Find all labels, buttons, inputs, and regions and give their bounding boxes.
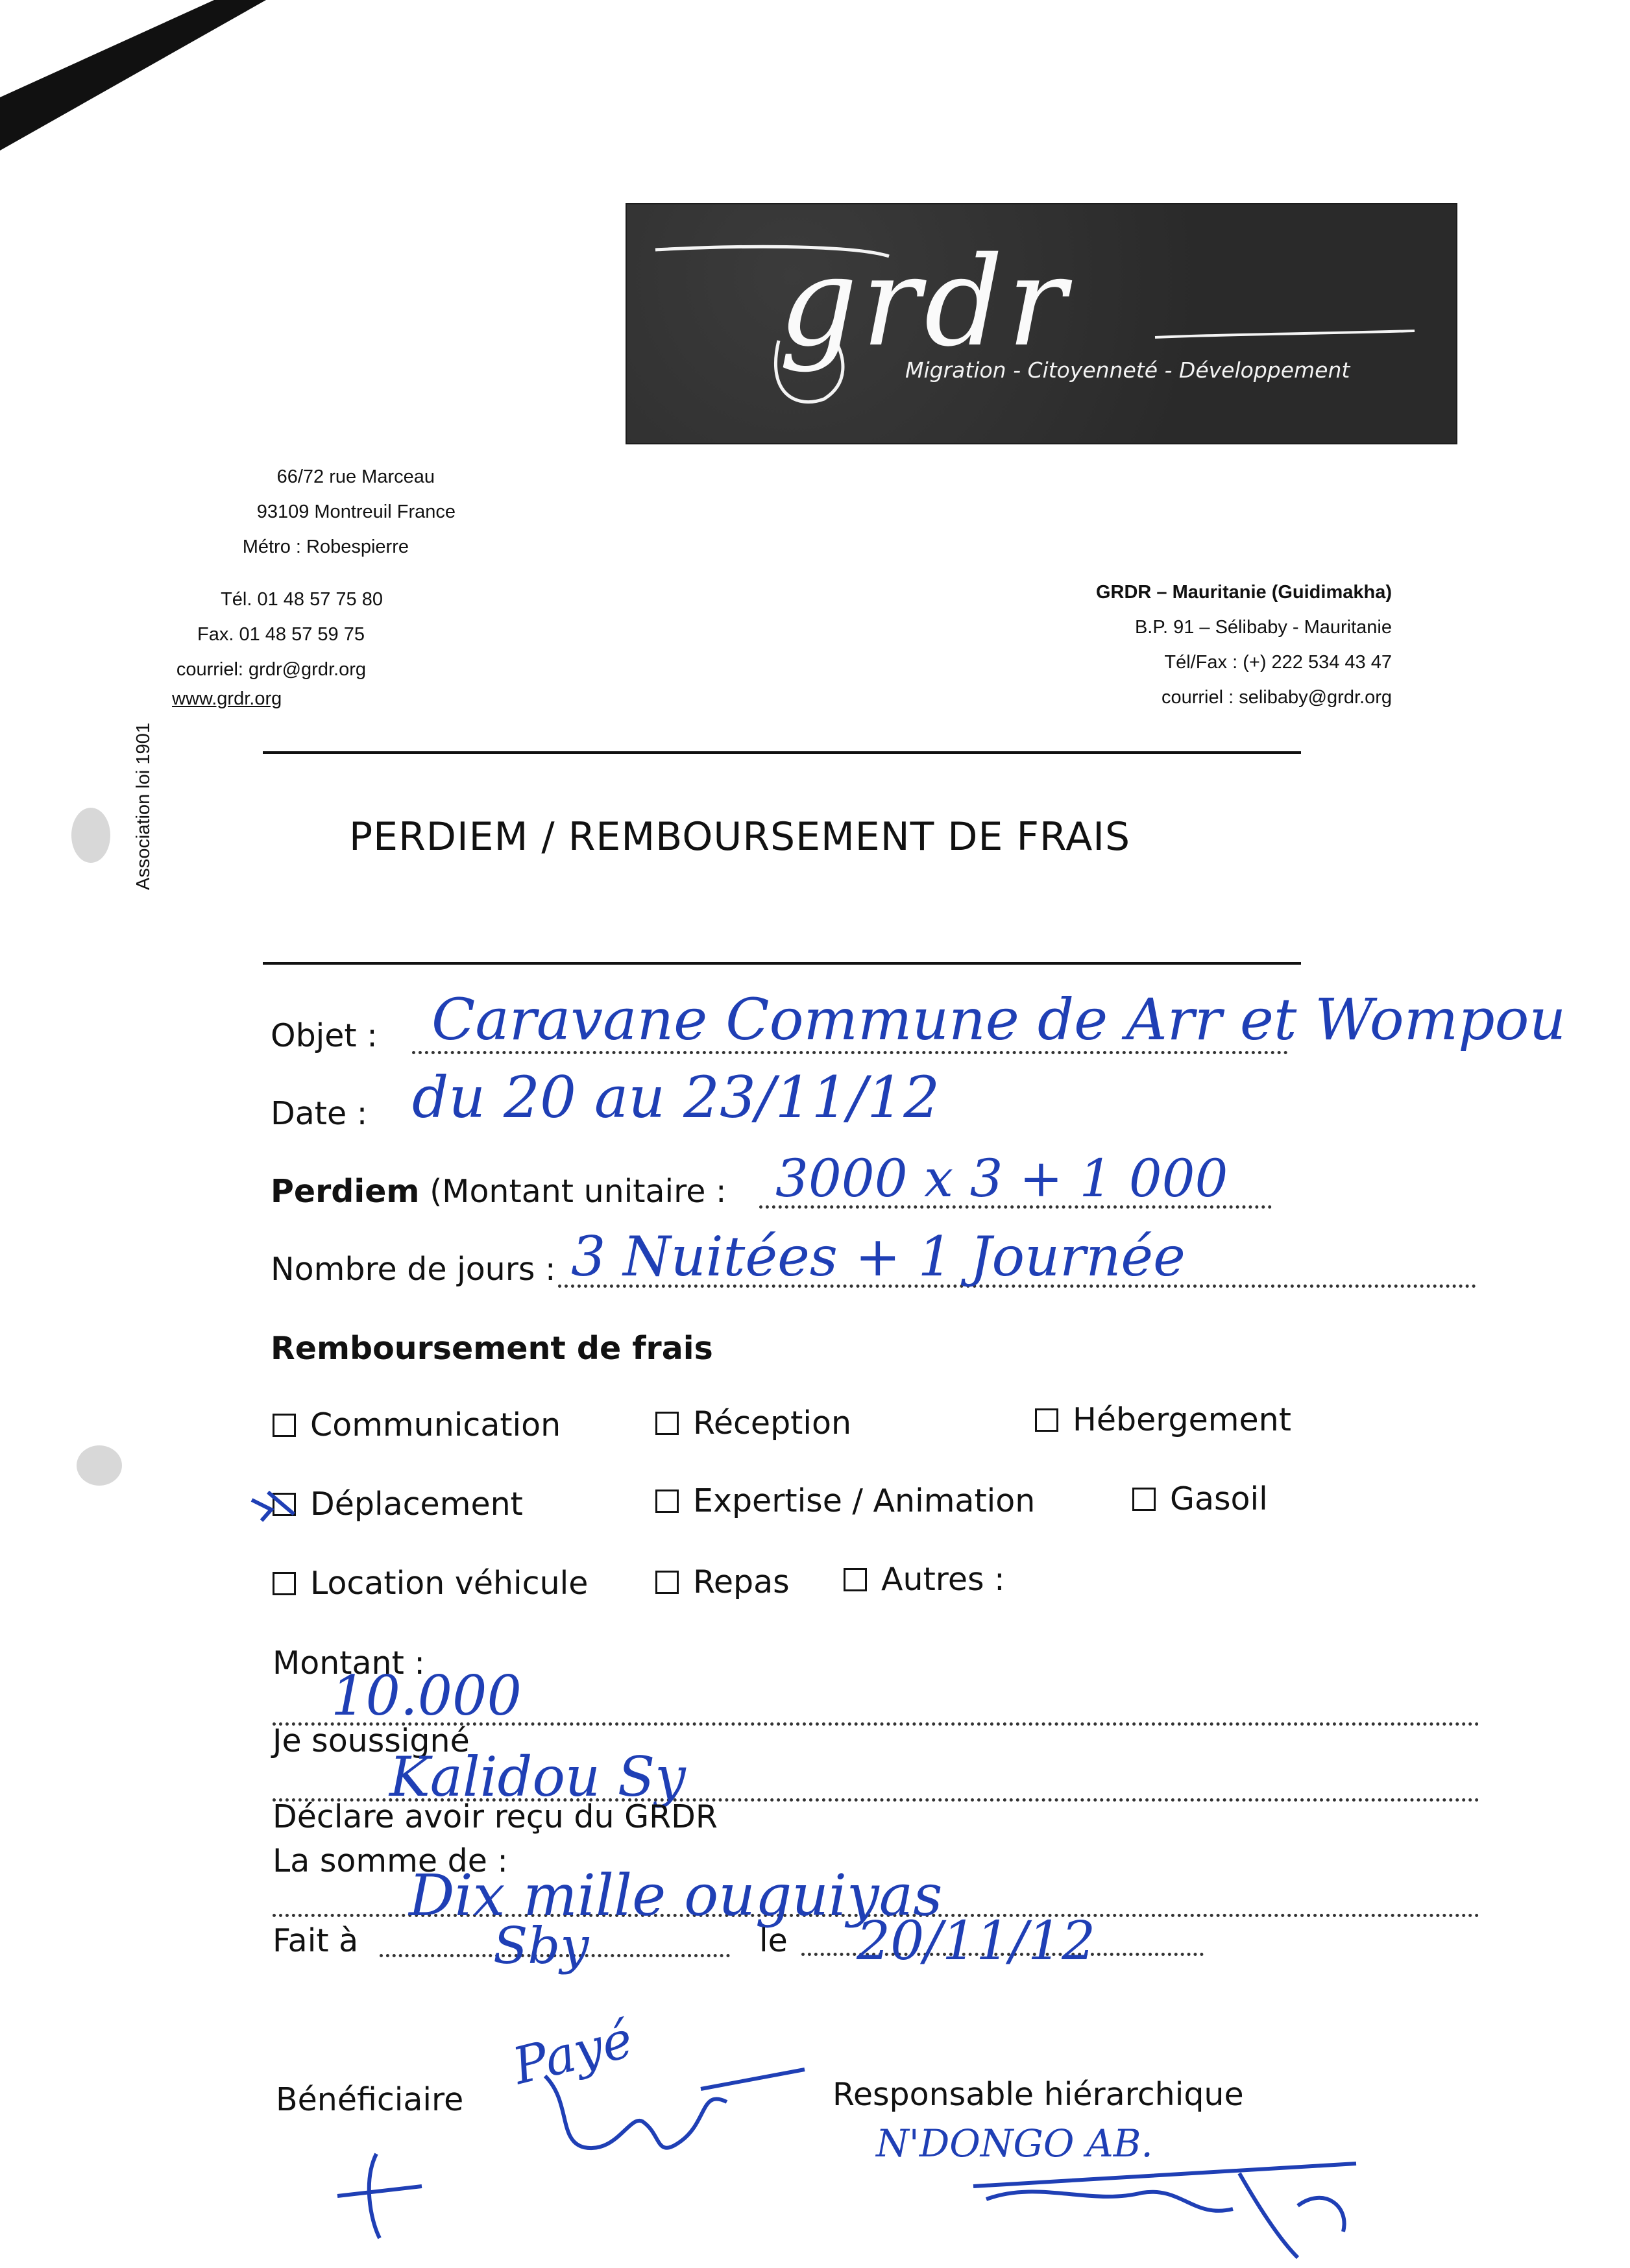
contact-website[interactable]: www.grdr.org <box>172 688 282 709</box>
title-rule <box>263 962 1301 965</box>
option-deplacement[interactable] <box>273 1486 523 1523</box>
checkbox-icon[interactable] <box>655 1490 679 1513</box>
option-label: Expertise / Animation <box>693 1482 1036 1519</box>
responsable-signature <box>960 2147 1376 2264</box>
branch-bp: B.P. 91 – Sélibaby - Mauritanie <box>1134 617 1392 638</box>
somme-label: La somme de : <box>273 1842 508 1879</box>
checked-checkbox-icon[interactable] <box>273 1493 296 1516</box>
perdiem-label: Perdiem <box>271 1173 420 1210</box>
option-location-vehicule[interactable] <box>273 1565 588 1602</box>
option-label: Communication <box>310 1406 561 1443</box>
checkbox-icon[interactable] <box>655 1412 679 1435</box>
beneficiary-mark <box>318 2141 435 2245</box>
objet-value[interactable]: Caravane Commune de Arr et Wompou <box>432 986 1566 1053</box>
fait-label: Fait à <box>273 1922 359 1959</box>
association-note: Association loi 1901 <box>133 723 154 890</box>
option-autres[interactable] <box>844 1561 1005 1598</box>
objet-label: Objet : <box>271 1017 378 1054</box>
beneficiary-signature <box>532 2063 818 2167</box>
option-gasoil[interactable] <box>1132 1480 1268 1517</box>
logo-wordmark: grdr <box>779 230 1070 374</box>
option-communication[interactable] <box>273 1406 561 1443</box>
option-expertise[interactable] <box>655 1482 1035 1519</box>
somme-value[interactable]: Dix mille ouguiyas <box>409 1862 943 1929</box>
montant-value[interactable]: 10.000 <box>331 1664 522 1728</box>
option-label: Hébergement <box>1073 1401 1291 1438</box>
left-contact <box>149 582 383 687</box>
punch-hole-mark <box>77 1445 122 1486</box>
perdiem-row <box>271 1173 726 1210</box>
montant-label: Montant : <box>273 1645 425 1682</box>
fait-value[interactable]: Sby <box>493 1917 589 1975</box>
le-value[interactable]: 20/11/12 <box>857 1911 1096 1972</box>
contact-email[interactable]: courriel: grdr@grdr.org <box>176 659 366 680</box>
branch-email[interactable]: courriel : selibaby@grdr.org <box>1161 687 1392 708</box>
option-hebergement[interactable] <box>1035 1401 1291 1438</box>
soussigne-label: Je soussigné <box>273 1722 470 1759</box>
remboursement-label: Remboursement de frais <box>271 1330 713 1367</box>
montant-unitaire-label: (Montant unitaire : <box>430 1173 727 1210</box>
contact-fax: Fax. 01 48 57 59 75 <box>197 624 365 645</box>
montant-unitaire-value[interactable]: 3000 x 3 + 1 000 <box>775 1148 1228 1209</box>
beneficiaire-label: Bénéficiaire <box>276 2081 464 2118</box>
option-label: Gasoil <box>1170 1480 1268 1517</box>
option-label: Réception <box>693 1405 852 1442</box>
nombre-jours-value[interactable]: 3 Nuitées + 1 Journée <box>571 1225 1186 1288</box>
option-label: Repas <box>693 1563 790 1600</box>
le-label: le <box>759 1922 788 1959</box>
soussigne-value[interactable]: Kalidou Sy <box>389 1745 686 1809</box>
logo-tagline: Migration - Citoyenneté - Développement <box>905 357 1350 383</box>
checkbox-icon[interactable] <box>1035 1408 1058 1432</box>
scan-corner-shadow <box>0 0 273 156</box>
option-label: Déplacement <box>310 1486 523 1523</box>
address-city: 93109 Montreuil France <box>256 501 456 522</box>
checkbox-icon[interactable] <box>273 1572 296 1595</box>
address-metro: Métro : Robespierre <box>242 537 409 557</box>
address-street: 66/72 rue Marceau <box>276 466 435 487</box>
option-label: Autres : <box>881 1561 1005 1598</box>
declare-label: Déclare avoir reçu du GRDR <box>273 1798 718 1835</box>
checkbox-icon[interactable] <box>1132 1488 1156 1511</box>
checkbox-icon[interactable] <box>273 1414 296 1437</box>
checkbox-icon[interactable] <box>655 1571 679 1594</box>
right-address <box>1038 575 1392 715</box>
option-label: Location véhicule <box>310 1565 589 1602</box>
branch-name: GRDR – Mauritanie (Guidimakha) <box>1095 582 1392 603</box>
responsable-name: N'DONGO AB. <box>876 2121 1153 2165</box>
contact-tel: Tél. 01 48 57 75 80 <box>221 589 383 610</box>
checkbox-icon[interactable] <box>844 1568 867 1591</box>
branch-telfax: Tél/Fax : (+) 222 534 43 47 <box>1164 652 1392 673</box>
date-label: Date : <box>271 1095 368 1132</box>
nombre-jours-label: Nombre de jours : <box>271 1251 556 1288</box>
option-reception[interactable] <box>655 1405 851 1442</box>
responsable-label: Responsable hiérarchique <box>833 2076 1244 2113</box>
stamp-smudge <box>71 808 110 863</box>
payment-note: Payé <box>507 2010 639 2097</box>
date-value[interactable]: du 20 au 23/11/12 <box>412 1064 940 1131</box>
top-rule <box>263 751 1301 754</box>
left-address <box>149 459 461 564</box>
form-title: PERDIEM / REMBOURSEMENT DE FRAIS <box>349 814 1131 860</box>
option-repas[interactable] <box>655 1563 790 1600</box>
